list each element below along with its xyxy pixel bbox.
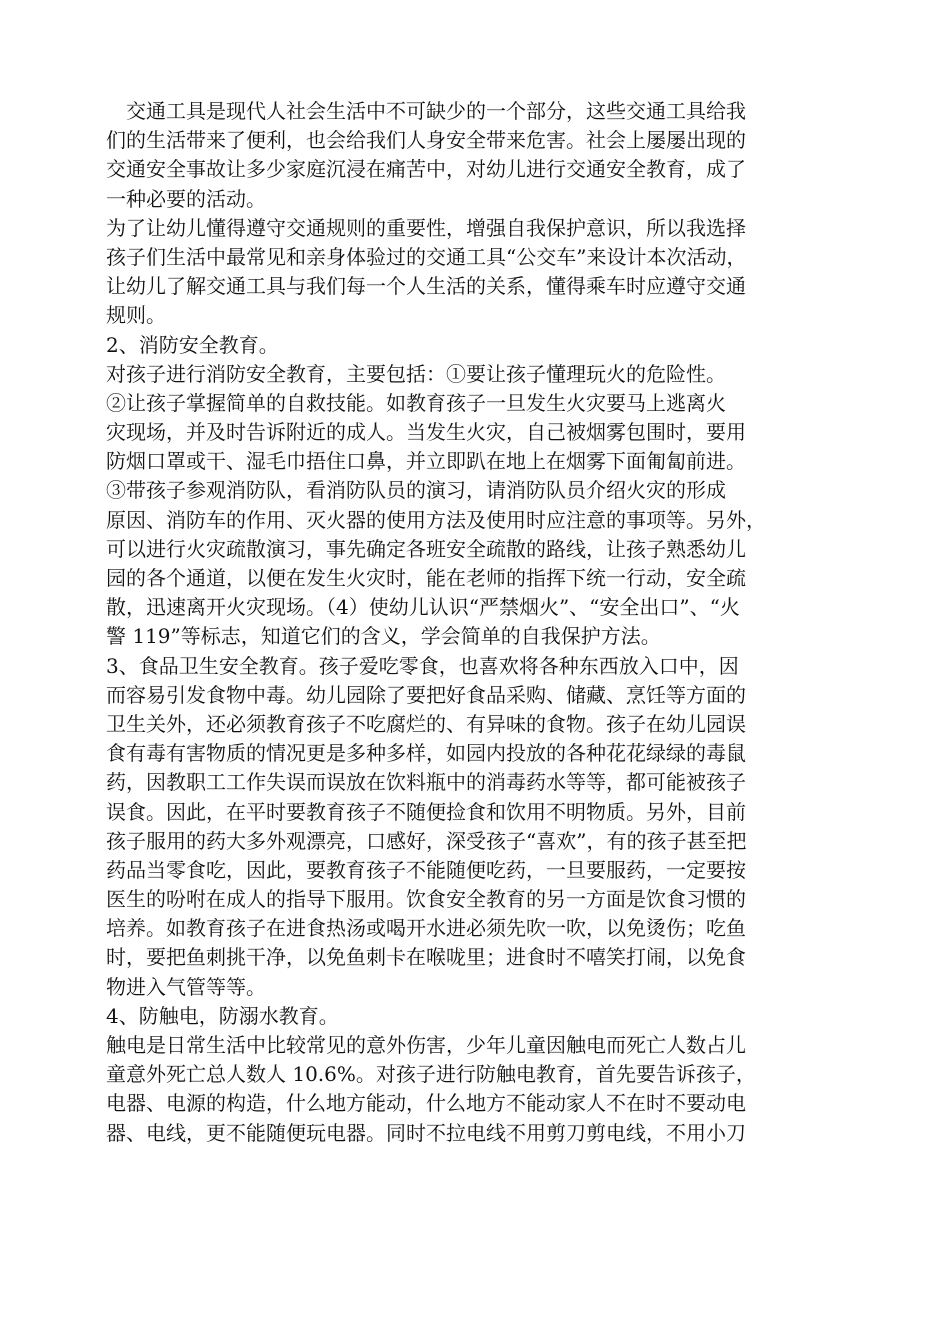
text-line: 灾现场，并及时告诉附近的成人。当发生火灾，自己被烟雾包围时，要用 (106, 420, 746, 445)
text-line: 规则。 (106, 303, 166, 328)
text-line: 电器、电源的构造，什么地方能动，什么地方不能动家人不在时不要动电 (106, 1091, 746, 1116)
text-line: ②让孩子掌握简单的自救技能。如教育孩子一旦发生火灾要马上逃离火 (106, 390, 726, 415)
text-line: 触电是日常生活中比较常见的意外伤害，少年儿童因触电而死亡人数占儿 (106, 1033, 746, 1057)
document-body (106, 97, 866, 1148)
text-line: 童意外死亡总人数人 10.6%。对孩子进行防触电教育，首先要告诉孩子， (106, 1062, 756, 1087)
text-line: 让幼儿了解交通工具与我们每一个人生活的关系，懂得乘车时应遵守交通 (106, 274, 746, 299)
text-line: 原因、消防车的作用、灭火器的使用方法及使用时应注意的事项等。另外， (106, 507, 766, 532)
text-line: 医生的吩咐在成人的指导下服用。饮食安全教育的另一方面是饮食习惯的 (106, 887, 746, 912)
section-heading: 4、防触电，防溺水教育。 (106, 1003, 339, 1028)
text-line: 孩子服用的药大多外观漂亮，口感好，深受孩子“喜欢”，有的孩子甚至把 (106, 828, 747, 853)
text-line: 食有毒有害物质的情况更是多种多样，如园内投放的各种花花绿绿的毒鼠 (106, 741, 746, 766)
text-line: 交通工具是现代人社会生活中不可缺少的一个部分，这些交通工具给我 (126, 99, 746, 123)
text-line: 一种必要的活动。 (106, 186, 266, 211)
section-heading: 3、食品卫生安全教育。孩子爱吃零食，也喜欢将各种东西放入口中，因 (106, 653, 739, 678)
text-line: 警 119”等标志，知道它们的含义，学会简单的自我保护方法。 (106, 624, 661, 649)
text-line: 药品当零食吃，因此，要教育孩子不能随便吃药，一旦要服药，一定要按 (106, 857, 746, 882)
text-line: 交通安全事故让多少家庭沉浸在痛苦中，对幼儿进行交通安全教育，成了 (106, 157, 746, 182)
text-line: 为了让幼儿懂得遵守交通规则的重要性，增强自我保护意识，所以我选择 (106, 215, 746, 240)
text-line: 对孩子进行消防安全教育，主要包括：①要让孩子懂理玩火的危险性。 (106, 361, 726, 386)
text-line: 而容易引发食物中毒。幼儿园除了要把好食品采购、储藏、烹饪等方面的 (106, 682, 746, 707)
text-line: 卫生关外，还必须教育孩子不吃腐烂的、有异味的食物。孩子在幼儿园误 (106, 711, 746, 736)
section-heading: 2、消防安全教育。 (106, 332, 279, 357)
text-line: 可以进行火灾疏散演习，事先确定各班安全疏散的路线，让孩子熟悉幼儿 (106, 536, 746, 561)
text-line: 园的各个通道，以便在发生火灾时，能在老师的指挥下统一行动，安全疏 (106, 566, 746, 590)
text-line: 时，要把鱼刺挑干净，以免鱼刺卡在喉咙里；进食时不嘻笑打闹，以免食 (106, 945, 746, 970)
text-line: 误食。因此，在平时要教育孩子不随便捡食和饮用不明物质。另外，目前 (106, 799, 746, 824)
text-line: ③带孩子参观消防队，看消防队员的演习，请消防队员介绍火灾的形成 (106, 478, 726, 503)
text-line: 器、电线，更不能随便玩电器。同时不拉电线不用剪刀剪电线，不用小刀 (106, 1120, 746, 1145)
text-line: 孩子们生活中最常见和亲身体验过的交通工具“公交车”来设计本次活动， (106, 244, 747, 269)
text-line: 们的生活带来了便利，也会给我们人身安全带来危害。社会上屡屡出现的 (106, 128, 746, 153)
text-line: 防烟口罩或干、湿毛巾捂住口鼻，并立即趴在地上在烟雾下面匍匐前进。 (106, 449, 746, 474)
text-line: 散，迅速离开火灾现场。（4）使幼儿认识“严禁烟火”、“安全出口”、“火 (106, 595, 740, 620)
text-line: 药，因教职工工作失误而误放在饮料瓶中的消毒药水等等，都可能被孩子 (106, 770, 746, 795)
text-line: 物进入气管等等。 (106, 974, 266, 999)
text-line: 培养。如教育孩子在进食热汤或喝开水进必须先吹一吹，以免烫伤；吃鱼 (106, 916, 746, 941)
